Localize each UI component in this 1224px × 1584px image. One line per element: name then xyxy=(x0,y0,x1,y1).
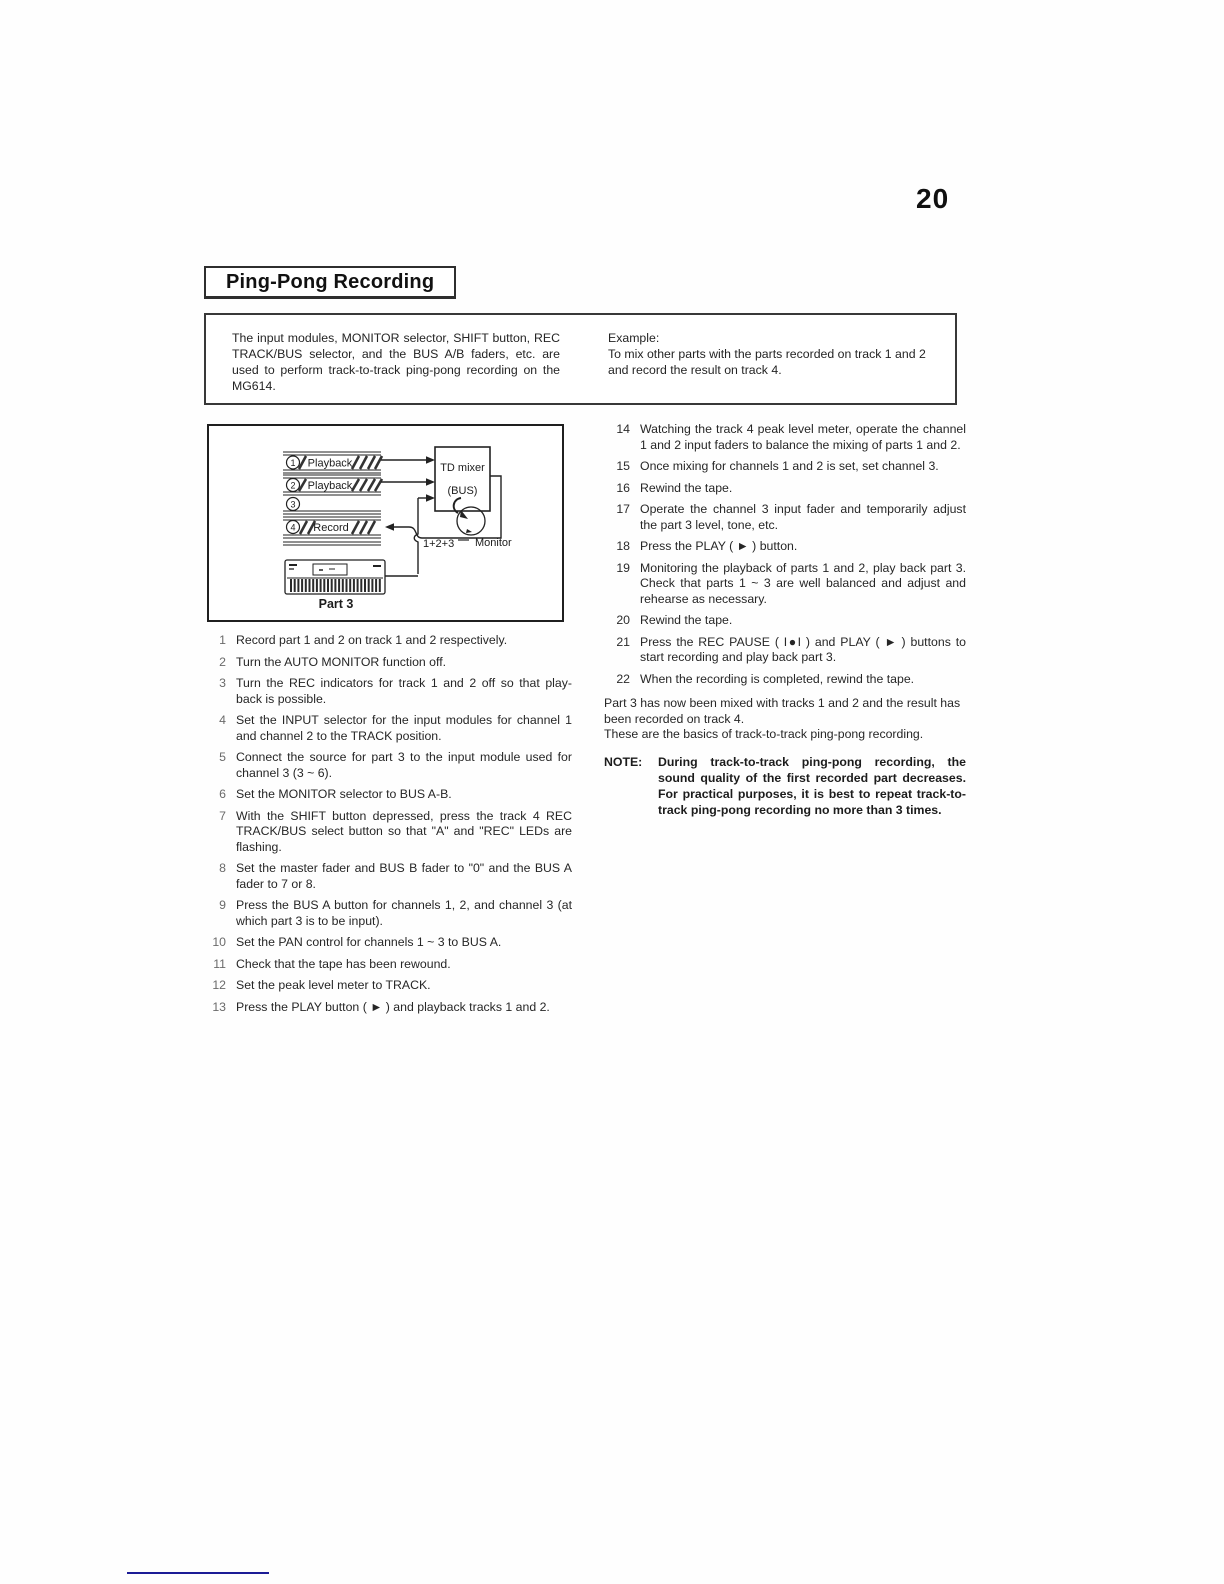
step-text: Operate the channel 3 input fader and temporarily adjust the part 3 level, tone, etc. xyxy=(640,502,966,532)
step-text: Set the master fader and BUS B fader to "0" and the BUS A fader to 7 or 8. xyxy=(236,861,572,891)
step-19 xyxy=(604,561,966,608)
intro-description: The input modules, MONITOR selector, SHIFT button, REC TRACK/BUS selector, and the BUS A/B faders, etc. are used to perform track-to-track ping-pong recording on the MG614. xyxy=(232,331,560,393)
step-22 xyxy=(604,672,966,688)
track-2-playback xyxy=(283,475,382,495)
step-number: 9 xyxy=(219,898,226,912)
step-text: Press the BUS A button for channels 1, 2, and channel 3 (at which part 3 is to be input). xyxy=(236,898,572,928)
step-10 xyxy=(204,935,572,951)
step-number: 10 xyxy=(212,935,226,949)
step-number: 8 xyxy=(219,861,226,875)
conclusion-line-1: Part 3 has now been mixed with tracks 1 and 2 and the result has been recorded on track 4. xyxy=(604,696,961,726)
step-number: 5 xyxy=(219,750,226,764)
step-text: Turn the REC indicators for track 1 and 2 off so that play-back is possible. xyxy=(236,676,572,706)
step-number: 19 xyxy=(616,560,630,575)
track-2-label: Playback xyxy=(307,480,353,492)
step-number: 22 xyxy=(616,671,630,686)
step-text: Monitoring the playback of parts 1 and 2, play back part 3. Check that parts 1 ~ 3 are well balanced and adjust and rehearse as necessary. xyxy=(640,560,966,606)
step-15 xyxy=(604,459,966,475)
step-6 xyxy=(204,787,572,803)
step-21 xyxy=(604,635,966,666)
section-title-box xyxy=(204,266,456,299)
footer-blue-line xyxy=(127,1572,269,1574)
step-number: 6 xyxy=(219,787,226,801)
step-text: With the SHIFT button depressed, press the track 4 REC TRACK/BUS select button so that "A" and "REC" LEDs are flashing. xyxy=(236,808,572,854)
track-4-record xyxy=(283,517,381,545)
step-text: Watching the track 4 peak level meter, operate the channel 1 and 2 input faders to balance the mixing of parts 1 and 2. xyxy=(640,422,966,452)
step-number: 1 xyxy=(219,633,226,647)
ping-pong-diagram-svg xyxy=(209,426,562,620)
step-text: Connect the source for part 3 to the input module used for channel 3 (3 ~ 6). xyxy=(236,750,572,780)
track-3-number: 3 xyxy=(290,499,296,510)
step-4 xyxy=(204,713,572,744)
track-1-number: 1 xyxy=(290,458,296,468)
part-3-label: Part 3 xyxy=(318,597,354,611)
intro-example xyxy=(608,330,932,378)
track-1-playback xyxy=(283,452,382,473)
step-number: 18 xyxy=(616,539,630,553)
intro-box xyxy=(204,313,957,405)
note-text: During track-to-track ping-pong recording, the sound quality of the first recorded part decreases. For practical purposes, it is best to repeat track-to-track ping-pong recording no more than 3 times. xyxy=(658,754,966,817)
step-text: Rewind the tape. xyxy=(640,613,733,627)
step-16 xyxy=(604,481,966,497)
steps-column-left xyxy=(204,633,572,1021)
step-number: 14 xyxy=(616,422,630,436)
step-text: Press the REC PAUSE ( I●I ) and PLAY ( ► ) buttons to start recording and play back part 3. xyxy=(640,634,966,664)
step-text: Rewind the tape. xyxy=(640,480,733,495)
step-text: Press the PLAY ( ► ) button. xyxy=(640,539,798,553)
step-number: 2 xyxy=(219,654,226,669)
monitor-label: Monitor xyxy=(475,537,512,549)
keyboard-icon xyxy=(285,560,385,594)
example-label: Example: xyxy=(608,331,660,345)
step-text: Once mixing for channels 1 and 2 is set, set channel 3. xyxy=(640,459,939,473)
step-2 xyxy=(204,655,572,671)
step-number: 11 xyxy=(213,956,226,971)
step-text: Set the MONITOR selector to BUS A-B. xyxy=(236,787,452,801)
step-text: Turn the AUTO MONITOR function off. xyxy=(236,654,447,669)
step-8 xyxy=(204,861,572,892)
page-number: 20 xyxy=(916,183,950,214)
example-text: To mix other parts with the parts recorded on track 1 and 2 and record the result on track 4. xyxy=(608,347,926,377)
sum-label: 1+2+3 xyxy=(423,538,455,550)
step-number: 12 xyxy=(212,978,226,992)
bus-label: (BUS) xyxy=(447,485,478,497)
step-20 xyxy=(604,613,966,629)
step-13 xyxy=(204,1000,572,1016)
td-mixer-label: TD mixer xyxy=(440,462,485,474)
conclusion-paragraph xyxy=(604,696,966,743)
step-11 xyxy=(204,957,572,973)
signal-flow-diagram xyxy=(207,424,564,622)
step-number: 3 xyxy=(219,676,226,690)
step-text: Set the peak level meter to TRACK. xyxy=(236,978,431,992)
step-number: 17 xyxy=(616,502,630,516)
steps-column-right xyxy=(604,422,966,818)
step-number: 20 xyxy=(616,613,630,627)
step-number: 13 xyxy=(212,999,226,1014)
track-2-number: 2 xyxy=(290,480,296,491)
note-label: NOTE: xyxy=(604,754,643,769)
section-title: Ping-Pong Recording xyxy=(226,271,435,293)
step-17 xyxy=(604,502,966,533)
step-text: Set the PAN control for channels 1 ~ 3 to BUS A. xyxy=(236,935,502,949)
note-block xyxy=(604,754,966,818)
step-12 xyxy=(204,978,572,994)
step-text: Record part 1 and 2 on track 1 and 2 respectively. xyxy=(236,633,508,647)
track-3-empty xyxy=(283,498,381,515)
step-text: When the recording is completed, rewind the tape. xyxy=(640,671,915,686)
step-7 xyxy=(204,809,572,856)
conclusion-line-2: These are the basics of track-to-track ping-pong recording. xyxy=(604,727,924,741)
step-5 xyxy=(204,750,572,781)
step-number: 21 xyxy=(616,634,630,649)
step-9 xyxy=(204,898,572,929)
track-4-number: 4 xyxy=(290,522,296,533)
step-18 xyxy=(604,539,966,555)
step-number: 7 xyxy=(219,808,226,823)
step-number: 16 xyxy=(616,480,630,495)
step-text: Check that the tape has been rewound. xyxy=(236,956,451,971)
step-number: 4 xyxy=(219,713,226,727)
step-1 xyxy=(204,633,572,649)
step-number: 15 xyxy=(616,459,630,473)
step-text: Set the INPUT selector for the input modules for channel 1 and channel 2 to the TRACK position. xyxy=(236,713,572,743)
td-mixer-box xyxy=(435,447,490,511)
step-3 xyxy=(204,676,572,707)
track-4-label: Record xyxy=(313,522,349,534)
step-14 xyxy=(604,422,966,453)
step-text: Press the PLAY button ( ► ) and playback tracks 1 and 2. xyxy=(236,999,550,1014)
arrowheads xyxy=(385,456,435,531)
track-1-label: Playback xyxy=(307,457,353,470)
